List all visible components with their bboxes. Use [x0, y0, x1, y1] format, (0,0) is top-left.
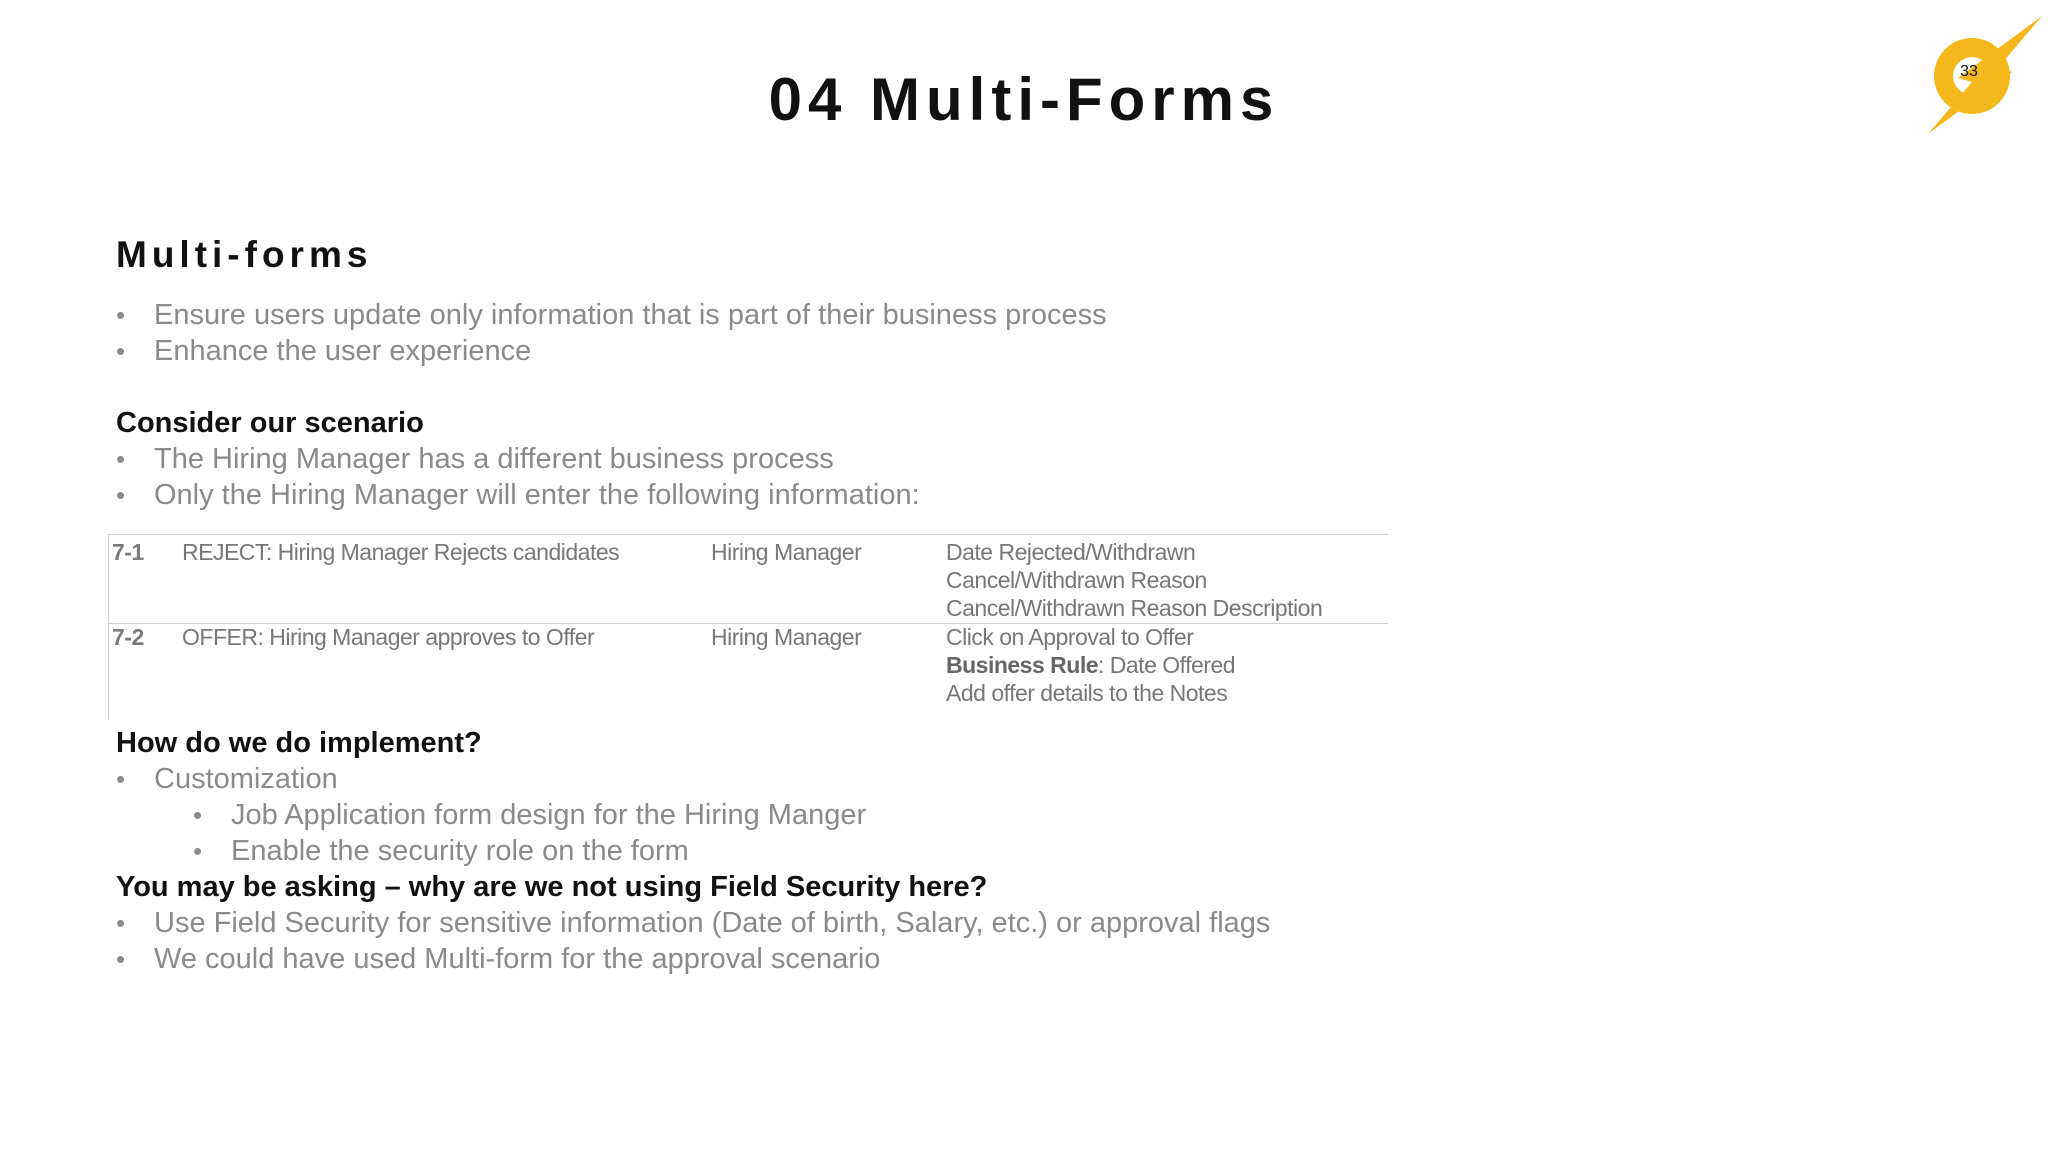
- scenario-heading: Consider our scenario: [116, 407, 424, 439]
- bullet-text: Enable the security role on the form: [231, 835, 689, 867]
- table-divider: [108, 534, 1388, 535]
- bullet-dot: •: [116, 944, 126, 974]
- business-rule-label: Business Rule: [946, 652, 1098, 678]
- table-cell-business-rule: [946, 651, 1235, 679]
- table-cell-role: Hiring Manager: [711, 539, 862, 565]
- bullet-dot: •: [193, 800, 203, 830]
- table-cell-id: 7-2: [112, 624, 144, 650]
- asking-heading: You may be asking – why are we not using Field Security here?: [116, 871, 988, 903]
- bullet-dot: •: [116, 444, 126, 474]
- bullet-text: The Hiring Manager has a different business process: [154, 443, 834, 475]
- bullet-dot: •: [116, 908, 126, 938]
- table-cell-detail: Date Rejected/Withdrawn: [946, 539, 1196, 565]
- table-cell-action: OFFER: Hiring Manager approves to Offer: [182, 624, 595, 650]
- requirements-table: [108, 534, 1388, 720]
- bullet-text: Enhance the user experience: [154, 335, 532, 367]
- page-number: 33: [1960, 63, 1978, 80]
- bullet-dot: •: [116, 336, 126, 366]
- table-cell-action: REJECT: Hiring Manager Rejects candidates: [182, 539, 620, 565]
- bullet-dot: •: [116, 480, 126, 510]
- bullet-text: Ensure users update only information that is part of their business process: [154, 299, 1107, 331]
- bullet-text: Customization: [154, 763, 338, 795]
- bullet-dot: •: [116, 764, 126, 794]
- section-heading: Multi-forms: [116, 234, 373, 275]
- implement-heading: How do we do implement?: [116, 727, 482, 759]
- table-cell-detail: Click on Approval to Offer: [946, 624, 1194, 650]
- bullet-dot: •: [116, 300, 126, 330]
- slide-title: 04 Multi-Forms: [768, 66, 1280, 133]
- table-cell-detail: Add offer details to the Notes: [946, 680, 1228, 706]
- table-cell-role: Hiring Manager: [711, 624, 862, 650]
- table-cell-detail: Cancel/Withdrawn Reason Description: [946, 595, 1323, 621]
- bullet-text: Use Field Security for sensitive information (Date of birth, Salary, etc.) or approval flags: [154, 907, 1271, 939]
- bullet-text: We could have used Multi-form for the approval scenario: [154, 943, 881, 975]
- business-rule-value: : Date Offered: [1098, 652, 1236, 678]
- table-cell-detail: Cancel/Withdrawn Reason: [946, 567, 1207, 593]
- table-cell-id: 7-1: [112, 539, 144, 565]
- bullet-text: Only the Hiring Manager will enter the following information:: [154, 479, 920, 511]
- table-border: [108, 534, 109, 720]
- bullet-dot: •: [193, 836, 203, 866]
- bullet-text: Job Application form design for the Hiring Manger: [231, 799, 867, 831]
